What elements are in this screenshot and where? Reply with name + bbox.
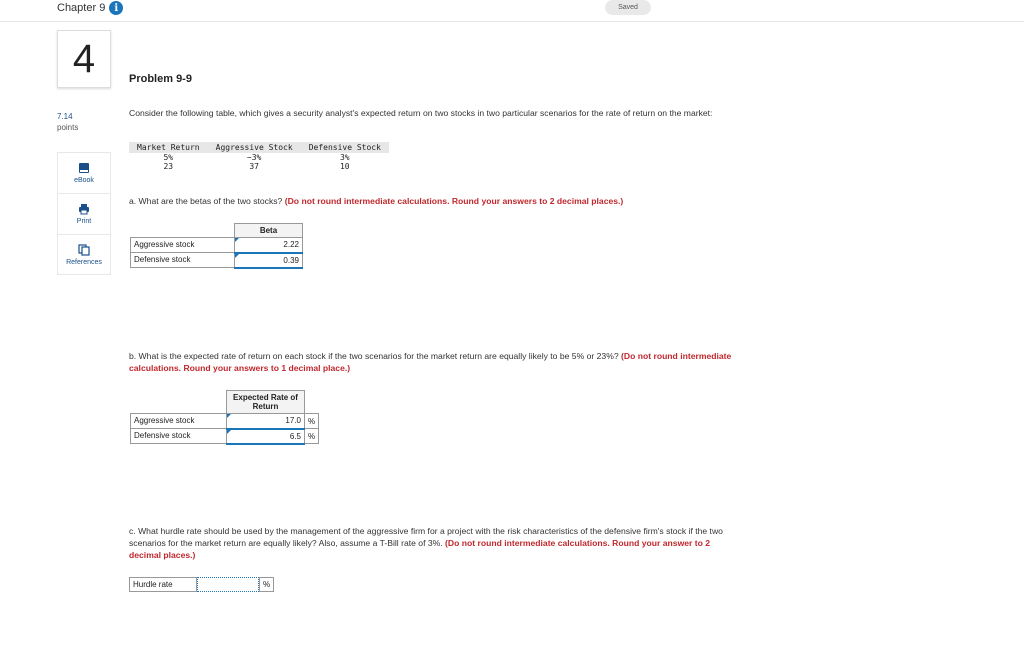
beta-row-label-aggressive: Aggressive stock bbox=[131, 238, 235, 253]
references-icon bbox=[78, 244, 90, 256]
part-c-instruction: (Do not round intermediate calculations. Round your answer to 2 decimal places.) bbox=[129, 538, 711, 560]
beta-header: Beta bbox=[235, 224, 303, 238]
table-row bbox=[131, 414, 319, 429]
scenario-cell: 37 bbox=[249, 162, 259, 171]
expected-return-header: Expected Rate of Return bbox=[227, 391, 305, 414]
book-icon bbox=[78, 162, 90, 174]
part-a-instruction: (Do not round intermediate calculations. Round your answers to 2 decimal places.) bbox=[284, 196, 624, 206]
percent-unit: % bbox=[305, 414, 319, 429]
scenario-cell: −3% bbox=[246, 153, 262, 162]
table-row bbox=[131, 253, 303, 268]
part-b-text: b. What is the expected rate of return on each stock if the two scenarios for the market return are equally likely to be 5% or 23%? bbox=[129, 351, 619, 361]
table-row bbox=[131, 429, 319, 444]
part-a-text: a. What are the betas of the two stocks? bbox=[129, 196, 283, 206]
scenario-row bbox=[129, 153, 389, 162]
beta-table bbox=[130, 223, 303, 269]
part-b-question bbox=[129, 350, 744, 374]
hurdle-rate-row bbox=[129, 577, 274, 592]
printer-icon bbox=[78, 203, 90, 215]
hurdle-rate-label: Hurdle rate bbox=[129, 577, 197, 592]
scenario-table bbox=[129, 142, 389, 171]
print-button[interactable] bbox=[57, 193, 111, 234]
scenario-cell: 10 bbox=[339, 162, 350, 171]
problem-intro: Consider the following table, which gives a security analyst's expected return on two stocks in two particular scenarios for the rate of return on the market: bbox=[129, 108, 713, 118]
saved-status-badge: Saved bbox=[605, 0, 651, 15]
scenario-header-defensive: Defensive Stock bbox=[301, 142, 389, 153]
resource-sidebar bbox=[57, 152, 111, 275]
part-a-question bbox=[129, 195, 749, 207]
scenario-cell: 23 bbox=[163, 162, 174, 171]
percent-unit: % bbox=[305, 429, 319, 444]
scenario-row bbox=[129, 162, 389, 171]
scenario-cell: 5% bbox=[163, 153, 174, 162]
question-number: 4 bbox=[57, 30, 111, 88]
expected-return-table bbox=[130, 390, 319, 445]
scenario-header-aggressive: Aggressive Stock bbox=[208, 142, 301, 153]
scenario-header-market: Market Return bbox=[129, 142, 208, 153]
problem-title: Problem 9-9 bbox=[129, 73, 192, 85]
print-label: Print bbox=[76, 218, 92, 225]
points-label: points bbox=[57, 123, 79, 132]
beta-defensive-input[interactable]: 0.39 bbox=[235, 253, 303, 268]
ebook-label: eBook bbox=[74, 177, 94, 184]
info-icon[interactable]: i bbox=[109, 1, 123, 15]
part-b-instruction: (Do not round intermediate calculations. Round your answers to 1 decimal place.) bbox=[129, 351, 732, 373]
part-c-question bbox=[129, 525, 729, 561]
beta-aggressive-input[interactable]: 2.22 bbox=[235, 238, 303, 253]
scenario-cell: 3% bbox=[339, 153, 350, 162]
points-info bbox=[57, 111, 78, 133]
table-row bbox=[131, 238, 303, 253]
return-defensive-input[interactable]: 6.5 bbox=[227, 429, 305, 444]
return-row-label-aggressive: Aggressive stock bbox=[131, 414, 227, 429]
percent-unit: % bbox=[259, 577, 274, 592]
chapter-label: Chapter 9 bbox=[57, 2, 106, 14]
chapter-title bbox=[57, 1, 123, 15]
beta-row-label-defensive: Defensive stock bbox=[131, 253, 235, 268]
hurdle-rate-input[interactable] bbox=[197, 577, 259, 592]
ebook-button[interactable] bbox=[57, 152, 111, 193]
points-value: 7.14 bbox=[57, 112, 73, 121]
references-label: References bbox=[66, 258, 102, 266]
top-bar bbox=[0, 0, 1024, 22]
references-button[interactable] bbox=[57, 234, 111, 275]
return-aggressive-input[interactable]: 17.0 bbox=[227, 414, 305, 429]
return-row-label-defensive: Defensive stock bbox=[131, 429, 227, 444]
part-c-text: c. What hurdle rate should be used by the management of the aggressive firm for a project with the risk characteristics of the defensive firm's stock if the two scenarios for the market return are equally likely? Also, assume a T-Bill rate of 3%. bbox=[129, 526, 723, 548]
